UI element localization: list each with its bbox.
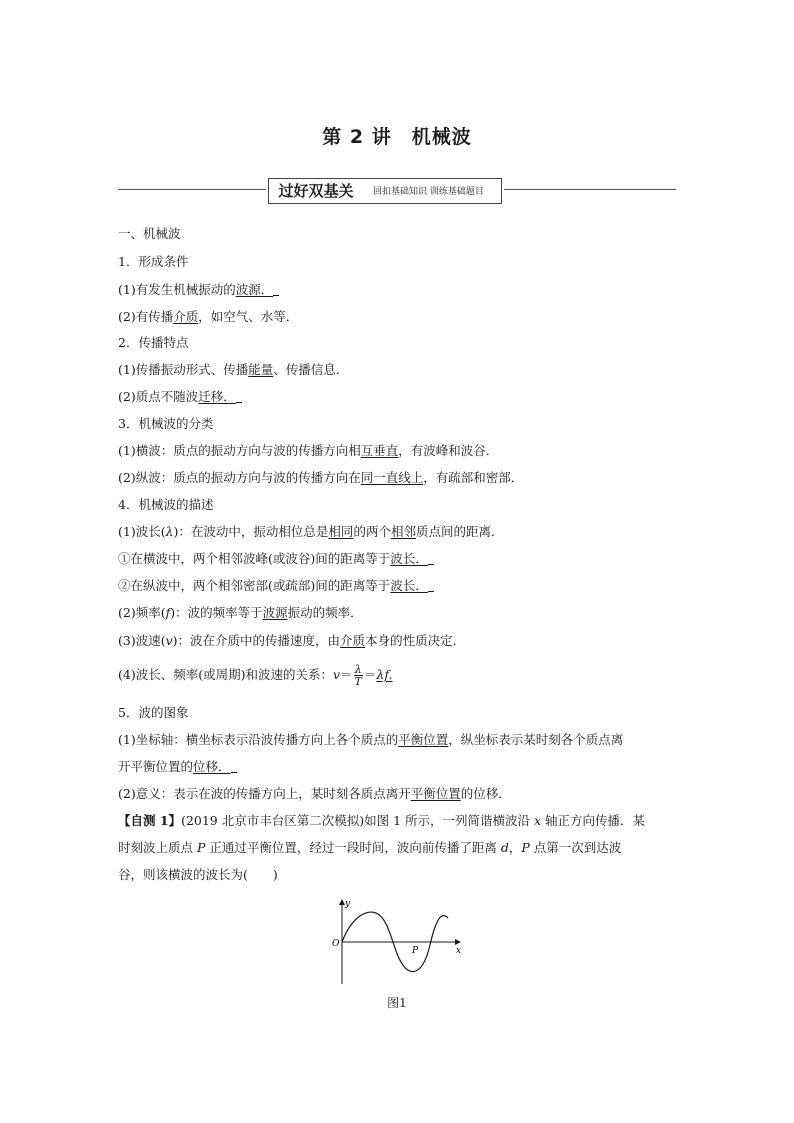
text: 本身的性质决定． [365, 633, 466, 648]
blank-tail [428, 552, 434, 565]
text-line [118, 309, 298, 325]
text: (2)质点不随波 [118, 389, 199, 404]
answer-blank: 介质 [173, 309, 199, 324]
answer-blank: 介质 [340, 633, 366, 648]
text: 振动的频率． [287, 605, 363, 620]
text: (1)有发生机械振动的 [118, 282, 236, 297]
text: 的两个 [353, 524, 391, 539]
banner-subheading: 回扣基础知识 训练基础题目 [373, 187, 484, 197]
text: ，有波峰和波谷． [398, 443, 499, 458]
banner-heading: 过好双基关 [278, 182, 354, 200]
symbol: P [196, 840, 206, 855]
text: ①在横波中，两个相邻波峰(或波谷)间的距离等于 [118, 551, 391, 566]
text-line [118, 633, 465, 649]
answer-blank: 互垂直 [360, 443, 399, 458]
section-banner [118, 176, 676, 208]
answer-blank: 位移． [193, 759, 231, 774]
text: )：在波动中，振动相位总是 [173, 524, 329, 539]
fraction-denominator: T [354, 675, 362, 688]
blank-tail [231, 760, 237, 773]
answer-blank: 迁移． [198, 389, 236, 404]
text-line [118, 551, 434, 567]
text: ，纵坐标表示某时刻各个质点离 [448, 732, 624, 747]
blank-tail [428, 579, 434, 592]
banner-rule-left [118, 189, 266, 190]
text-line [118, 524, 503, 540]
symbol: λ [165, 524, 174, 539]
text: 的位移． [460, 786, 511, 801]
text: 轴正方向传播．某 [541, 813, 646, 828]
text: ，如空气、水等． [198, 309, 299, 324]
blank-tail [273, 283, 279, 296]
equals-sign: ＝ [363, 667, 377, 682]
section-heading: 一、机械波 [118, 226, 181, 241]
subsection-heading: 4．机械波的描述 [118, 497, 214, 512]
subsection-heading: 5．波的图象 [118, 705, 189, 720]
symbol: v [165, 633, 173, 648]
answer-blank: 波长． [390, 551, 428, 566]
text: 开平衡位置的 [118, 759, 194, 774]
text: (3)波速( [118, 633, 166, 648]
fraction-numerator: λ [354, 663, 362, 676]
symbol: x [533, 813, 542, 828]
answer-blank: 波源． [235, 282, 274, 297]
text: (1)波长( [118, 524, 166, 539]
subsection-heading: 2．传播特点 [118, 335, 189, 350]
answer-blank: 平衡位置 [398, 732, 449, 747]
answer-blank: 相邻 [390, 524, 416, 539]
answer-blank: 波源 [262, 605, 288, 620]
text-line [118, 282, 279, 298]
answer-blank: 平衡位置 [410, 786, 461, 801]
wave-figure [330, 896, 465, 986]
text-line [118, 470, 523, 486]
page-title: 第 2 讲 机械波 [322, 126, 472, 148]
exercise-line: 谷，则该横波的波长为( ) [118, 867, 278, 882]
text-line [118, 759, 237, 775]
x-axis-label: x [456, 946, 462, 956]
symbol: d [500, 840, 509, 855]
text: (4)波长、频率(或周期)和波速的关系： [118, 667, 333, 682]
answer-blank: 相同 [328, 524, 354, 539]
text-line [118, 786, 511, 802]
text: 质点间的距离． [415, 524, 504, 539]
y-axis-label: y [345, 899, 351, 909]
fraction [354, 664, 363, 687]
exercise-tag: 【自测 1】 [118, 813, 182, 828]
text: ，有疏部和密部． [423, 470, 524, 485]
text: )：波在介质中的传播速度，由 [172, 633, 341, 648]
text: 点第一次到达波 [529, 840, 622, 855]
text: (2019 北京市丰台区第二次模拟)如图 1 所示，一列简谐横波沿 [181, 813, 534, 828]
blank-tail [236, 390, 242, 403]
text: (2)频率( [118, 605, 166, 620]
text-line [118, 605, 363, 621]
text: 正通过平衡位置，经过一段时间，波向前传播了距离 [205, 840, 501, 855]
symbol: v [332, 667, 341, 682]
text: (1)传播振动形式、传播 [118, 362, 249, 377]
text-line [118, 578, 434, 594]
text-line [118, 732, 623, 748]
text: 、传播信息． [273, 362, 349, 377]
origin-label: O [332, 939, 340, 949]
banner-rule-right [504, 189, 676, 190]
text-line [118, 389, 242, 405]
text-line [118, 664, 392, 687]
answer-blank: 波长． [390, 578, 428, 593]
point-p-label: P [412, 946, 419, 956]
text: 时刻波上质点 [118, 840, 197, 855]
text-line [118, 362, 348, 378]
text: ②在纵波中，两个相邻密部(或疏部)间的距离等于 [118, 578, 391, 593]
symbol: f [165, 605, 171, 620]
exercise-line [118, 840, 621, 856]
text-line [118, 443, 498, 459]
answer-blank: 同一直线上 [360, 470, 424, 485]
figure-caption: 图1 [387, 996, 407, 1010]
text: (2)意义：表示在波的传播方向上，某时刻各质点离开 [118, 786, 411, 801]
answer-blank: λf. [376, 667, 393, 682]
text: (1)坐标轴：横坐标表示沿波传播方向上各个质点的 [118, 732, 399, 747]
answer-blank: 能量 [248, 362, 274, 377]
symbol: P [521, 840, 530, 855]
text: ， [508, 840, 522, 855]
subsection-heading: 3．机械波的分类 [118, 416, 214, 431]
text: (2)纵波：质点的振动方向与波的传播方向在 [118, 470, 361, 485]
equals-sign: ＝ [340, 667, 353, 682]
text: (1)横波：质点的振动方向与波的传播方向相 [118, 443, 361, 458]
text: (2)有传播 [118, 309, 174, 324]
text: )：波的频率等于 [170, 605, 263, 620]
subsection-heading: 1．形成条件 [118, 254, 189, 269]
exercise-line [118, 813, 645, 829]
